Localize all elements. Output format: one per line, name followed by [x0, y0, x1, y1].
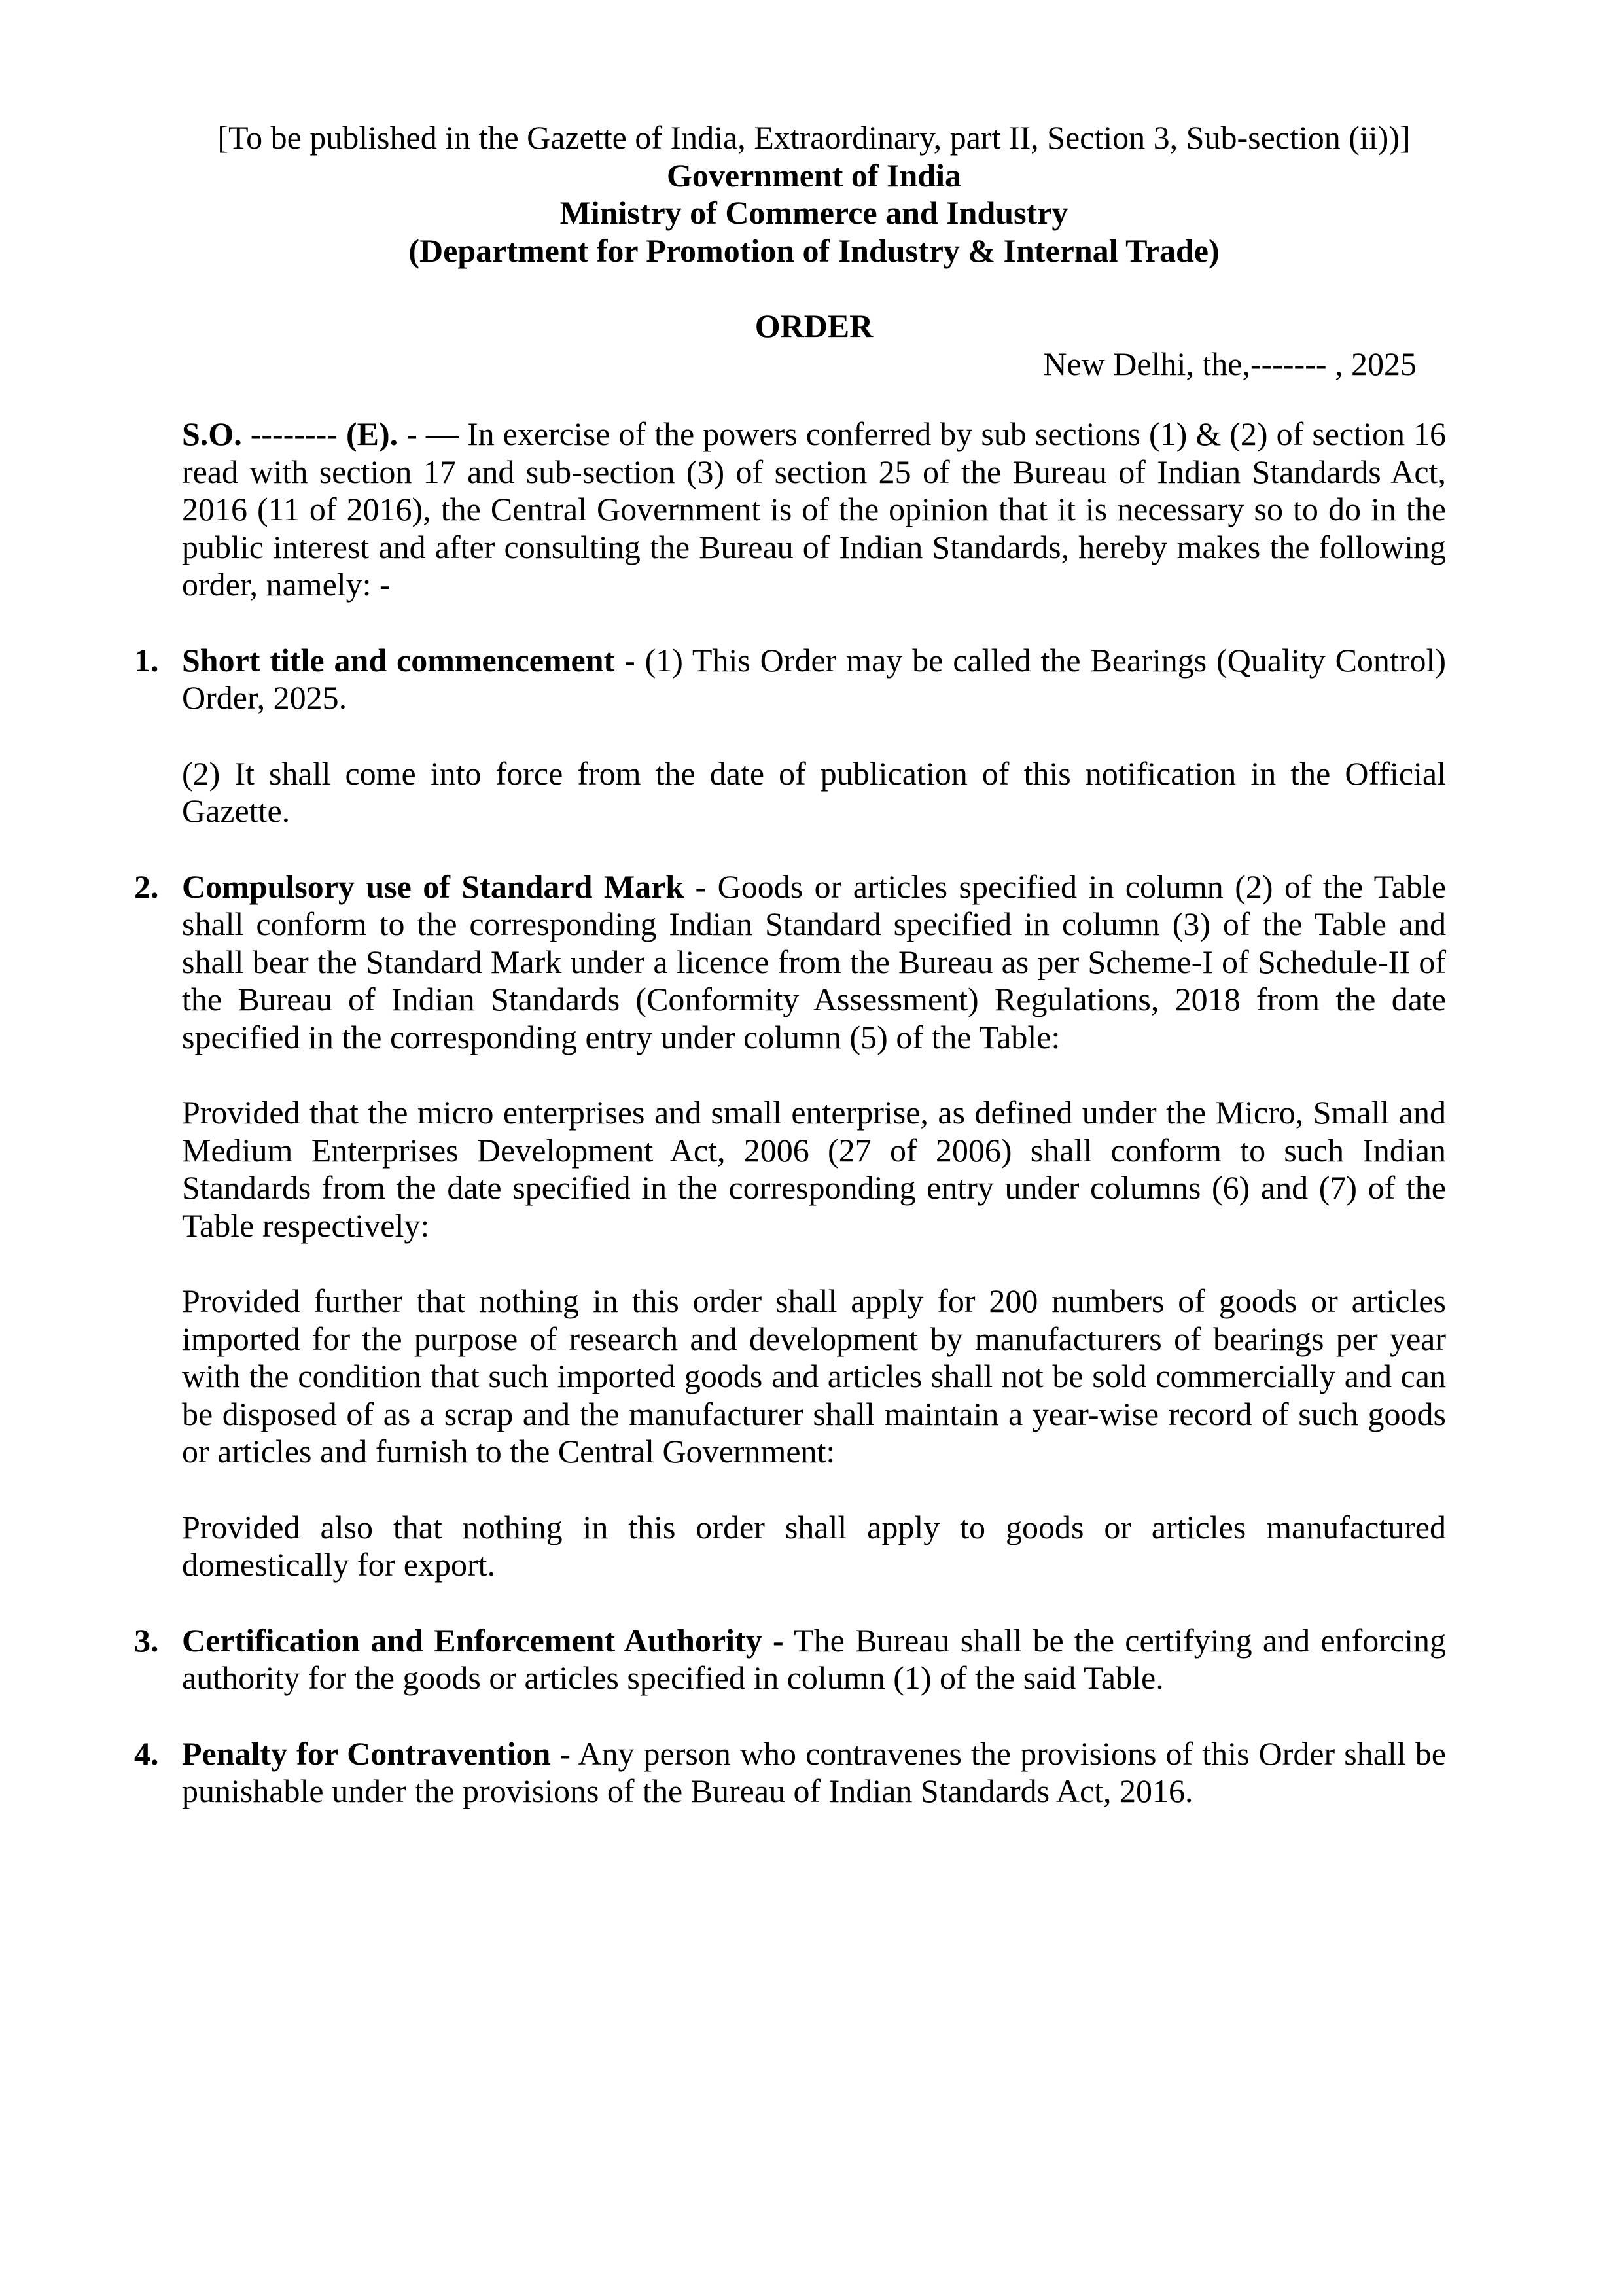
order-item-4 — [134, 1735, 1446, 1810]
item-heading: Certification and Enforcement Authority - — [182, 1621, 784, 1659]
item-number: 1. — [134, 641, 159, 679]
org-line-department: (Department for Promotion of Industry & Internal Trade) — [408, 232, 1220, 269]
item-paragraph — [182, 1735, 1446, 1810]
item-paragraph — [182, 1622, 1446, 1697]
dateline-place: New Delhi, the, — [1043, 345, 1250, 382]
item-number: 2. — [134, 868, 159, 905]
item-paragraph: Provided also that nothing in this order shall apply to goods or articles manufactured domestically for export. — [182, 1508, 1446, 1583]
so-body-text: — In exercise of the powers conferred by sub sections (1) & (2) of section 16 read with section 17 and sub-section (3) of section 25 of the Bureau of Indian Standards Act, 2016 (11 of 2016), the Central Government is of the opinion that it is necessary so to do in the public interest and after consulting the Bureau of Indian Standards, hereby makes the following order, namely: - — [182, 415, 1446, 603]
item-paragraph — [182, 642, 1446, 717]
order-item-3 — [134, 1621, 1446, 1697]
item-number: 4. — [134, 1735, 159, 1772]
org-line-government: Government of India — [667, 156, 961, 194]
gazette-publication-note: [To be published in the Gazette of India, Extraordinary, part II, Section 3, Sub-section (ii))] — [217, 119, 1411, 156]
item-number: 3. — [134, 1621, 159, 1659]
item-paragraph: (2) It shall come into force from the date of publication of this notification in the Official Gazette. — [182, 754, 1446, 829]
item-heading: Penalty for Contravention - — [182, 1735, 571, 1772]
item-text: Any person who contravenes the provisions of this Order shall be punishable under the provisions of the Bureau of Indian Standards Act, 2016. — [182, 1735, 1446, 1809]
org-line-ministry: Ministry of Commerce and Industry — [559, 194, 1068, 231]
item-text: Goods or articles specified in column (2) of the Table shall conform to the corresponding Indian Standard specified in column (3) of the Table and shall bear the Standard Mark under a licence from the Bureau as per Scheme-I of Schedule-II of the Bureau of Indian Standards (Conformity Assessment) Regulations, 2018 from the date specified in the corresponding entry under column (5) of the Table: — [182, 868, 1447, 1055]
order-items — [134, 641, 1447, 1810]
dateline — [182, 345, 1446, 383]
letterhead — [182, 157, 1446, 270]
item-paragraph: Provided that the micro enterprises and small enterprise, as defined under the Micro, Small and Medium Enterprises Development Act, 2006 (27 of 2006) shall conform to such Indian Standards from the date specified in the corresponding entry under columns (6) and (7) of the Table respectively: — [182, 1094, 1446, 1244]
item-paragraph: Provided further that nothing in this order shall apply for 200 numbers of goods or articles imported for the purpose of research and development by manufacturers of bearings per year with the condition that such imported goods and articles shall not be sold commercially and can be disposed of as a scrap and the manufacturer shall maintain a year-wise record of such goods or articles and furnish to the Central Government: — [182, 1282, 1446, 1470]
dateline-year: , 2025 — [1326, 345, 1417, 382]
dateline-blank-dashes: ------- — [1250, 345, 1327, 382]
so-notification-paragraph — [182, 415, 1446, 604]
item-text: The Bureau shall be the certifying and enforcing authority for the goods or articles specified in column (1) of the said Table. — [182, 1621, 1446, 1696]
order-heading: ORDER — [754, 308, 874, 344]
order-item-1 — [134, 641, 1447, 830]
item-heading: Compulsory use of Standard Mark - — [182, 868, 707, 905]
item-paragraph — [182, 868, 1446, 1057]
item-text: (1) This Order may be called the Bearings (Quality Control) Order, 2025. — [182, 641, 1447, 716]
so-number: S.O. -------- (E). - — [182, 415, 417, 452]
order-item-2 — [134, 868, 1447, 1584]
item-heading: Short title and commencement - — [182, 641, 635, 679]
